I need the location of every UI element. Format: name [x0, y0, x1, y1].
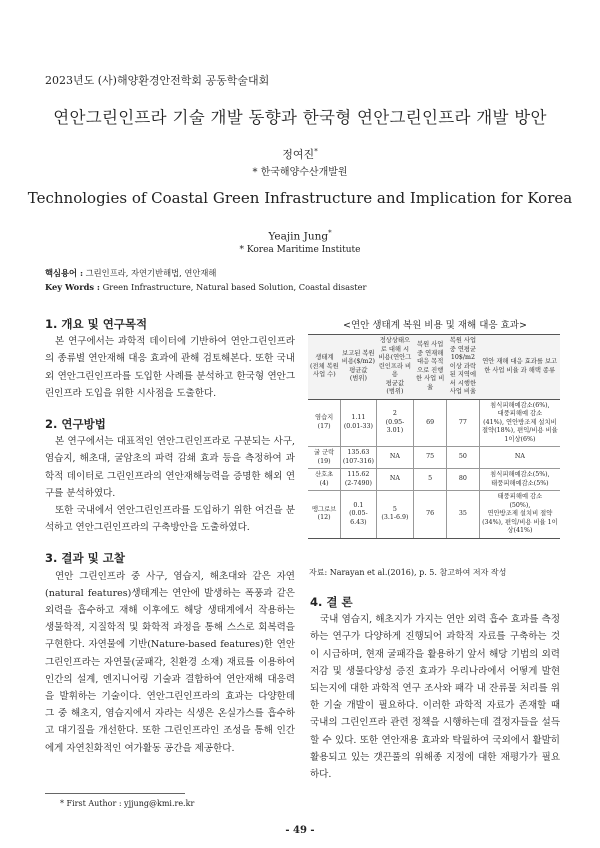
- table-cell: NA: [376, 469, 414, 491]
- author-english: [0, 229, 600, 243]
- table-row: [308, 491, 560, 539]
- author-name-korean: 정여진: [282, 148, 315, 161]
- table-cell: 염습지 (17): [308, 399, 341, 447]
- affiliation-english: * Korea Maritime Institute: [239, 245, 361, 255]
- table-cell: 맹그로브 (12): [308, 491, 341, 539]
- table-cell: 69: [414, 399, 447, 447]
- section-3-title: 3. 결과 및 고찰: [45, 551, 125, 566]
- footnote: * First Author : yjjung@kmi.re.kr: [60, 799, 195, 808]
- table-header-cell: 연안 재해 대응 효과를 보고한 사업 비율 과 해택 종류: [479, 335, 560, 400]
- table-cell: 5 (3.1-6.9): [376, 491, 414, 539]
- table-cell: 80: [447, 469, 480, 491]
- restoration-cost-table: [308, 334, 560, 539]
- table-cell: 5: [414, 469, 447, 491]
- conference-header: 2023년도 (사)해양환경안전학회 공동학술대회: [45, 74, 270, 87]
- keywords-english-text: Green Infrastructure, Natural based Solution, Coastal disaster: [102, 282, 367, 292]
- section-4-title: 4. 결 론: [310, 595, 353, 609]
- table-cell: NA: [376, 447, 414, 469]
- table-cell: 35: [447, 491, 480, 539]
- table-cell: 75: [414, 447, 447, 469]
- table-header-cell: 생태계 (전체 복원 사업 수): [308, 335, 341, 400]
- table-header-cell: 복원 사업 중 연재해 대응 목적으로 진행한 사업 비율: [414, 335, 447, 400]
- table-source: 자료: Narayan et al.(2016), p. 5. 참고하여 저자 작성: [309, 568, 507, 577]
- author-mark-english: *: [328, 229, 332, 237]
- table-cell: 1.11 (0.01-33): [341, 399, 376, 447]
- table-cell: NA: [479, 447, 560, 469]
- table-cell: 침식피해예감소(5%), 태풍피해예감소(5%): [479, 469, 560, 491]
- author-korean: [0, 146, 600, 162]
- table-cell: 77: [447, 399, 480, 447]
- table-row: [308, 447, 560, 469]
- table-cell: 태풍피해예 감소 (50%), 연안방조제 설치비 절약(34%), 편익/비용 비율 1이상(41%): [479, 491, 560, 539]
- section-3-paragraph: 연안 그린인프라 중 사구, 염습지, 해초대와 같은 자연(natural features)생태계는 연안에 발생하는 폭풍과 같은 외력을 흡수하고 재해 이후에도 해당 생태계에서 작용하는 생물학적, 지질학적 및 화학적 과정을 통해 스스로 회복력을 구현한다. 자연물에 기반(Nature-based features)한 연안 그린인프라는 자연물(굴패각, 친환경 소재) 재료를 이용하여 인간의 설계, 엔지니어링 기술과 결합하여 연안재해 대응력을 발휘하는 기술이다. 연안그린인프라의 효과는 다양한데 그 중 해초지, 염습지에서 자라는 식생은 온실가스를 흡수하고 대기질을 개선한다. 또한 그린인프라인 조성을 통해 인간에게 자연친화적인 여가활동 공간을 제공한다.: [45, 570, 295, 754]
- section-1-title: 1. 개요 및 연구목적: [45, 317, 148, 331]
- section-2-title: 2. 연구방법: [45, 417, 106, 432]
- table-header-row: [308, 335, 560, 400]
- table-cell: 굴 군락 (19): [308, 447, 341, 469]
- keywords-korean-label: 핵심용어 :: [45, 268, 84, 278]
- table-caption: <연안 생태계 복원 비용 및 재해 대응 효과>: [343, 320, 527, 331]
- table-cell: 2 (0.95-3.01): [376, 399, 414, 447]
- table-cell: 135.63 (107-316): [341, 447, 376, 469]
- table-header-cell: 복원 사업 중 연평균 10$/m2 이상 과락된 지역에서 시행한 사업 비율: [447, 335, 480, 400]
- section-4-paragraph: 국내 염습지, 해초지가 가지는 연안 외력 흡수 효과를 측정하는 연구가 다양하게 진행되어 과학적 자료를 구축하는 것이 시급하며, 현재 굴패각을 활용하기 앞서 해당 기법의 외력저감 및 생물다양성 증진 효과가 우리나라에서 어떻게 발현되는지에 대한 과학적 연구 조사와 패각 내 잔류물 처리를 위한 기술 개발이 필요하다. 이러한 과학적 자료가 존재할 때 국내의 그린인프라 관련 정책을 시행하는데 결정자들을 설득할 수 있다. 또한 연안재용 효과와 탁월하여 국외에서 활발히 활용되고 있는 갯끈풀의 위해종 지정에 대한 재평가가 필요하다.: [310, 614, 560, 781]
- footnote-divider: [45, 793, 185, 794]
- table-cell: 50: [447, 447, 480, 469]
- paper-title-english: Technologies of Coastal Green Infrastructure and Implication for Korea: [27, 189, 573, 207]
- author-name-english: Yeajin Jung: [268, 230, 329, 243]
- keywords-korean-text: 그린인프라, 자연기반해법, 연안재해: [85, 268, 217, 278]
- affiliation-korean: * 한국해양수산개발원: [252, 167, 348, 178]
- table-header-cell: 보고된 복원 비용($/m2) 평균값 (범위): [341, 335, 376, 400]
- right-column: [310, 594, 560, 783]
- author-mark-korean: *: [314, 147, 318, 156]
- section-1-paragraph: 본 연구에서는 과학적 데이터에 기반하여 연안그린인프라의 종류별 연안재해 대응 효과에 관해 검토해본다. 또한 국내외 연안그린인프라를 도입한 사례를 분석하고 한국형 연안그린인프라 도입을 위한 시사점을 도출한다.: [45, 336, 295, 399]
- keywords-korean: [45, 267, 216, 279]
- table-header-cell: 정상상태으로 대해 시 비용(연안그린인프라 비용 평균값 (범위): [376, 335, 414, 400]
- paper-title-korean: 연안그린인프라 기술 개발 동향과 한국형 연안그린인프라 개발 방안: [53, 108, 547, 127]
- table-cell: 0.1 (0.05-6.43): [341, 491, 376, 539]
- page-number: - 49 -: [285, 825, 315, 836]
- table-row: [308, 469, 560, 491]
- keywords-english: [45, 282, 367, 292]
- table-cell: 76: [414, 491, 447, 539]
- table-cell: 산호초 (4): [308, 469, 341, 491]
- table-cell: 침식피해예감소(6%), 대풍피해예 감소 (41%), 연안방조제 설치비 절약(18%), 편익/비용 비율 1이상(6%): [479, 399, 560, 447]
- table-row: [308, 399, 560, 447]
- section-2-paragraph-1: 본 연구에서는 대표적인 연안그린인프라로 구분되는 사구, 염습지, 해초대, 굴암초의 파력 감쇄 효과 등을 측정하여 과학적 데이터로 그린인프라의 연안재해능력을 증명한 해외 연구를 분석하였다.: [45, 436, 295, 499]
- keywords-english-label: Key Words :: [45, 282, 100, 292]
- left-column: [45, 316, 295, 757]
- table-cell: 115.62 (2-7490): [341, 469, 376, 491]
- section-2-paragraph-2: 또한 국내에서 연안그린인프라를 도입하기 위한 여건을 분석하고 연안그린인프라의 구축방안을 도출하였다.: [45, 505, 295, 534]
